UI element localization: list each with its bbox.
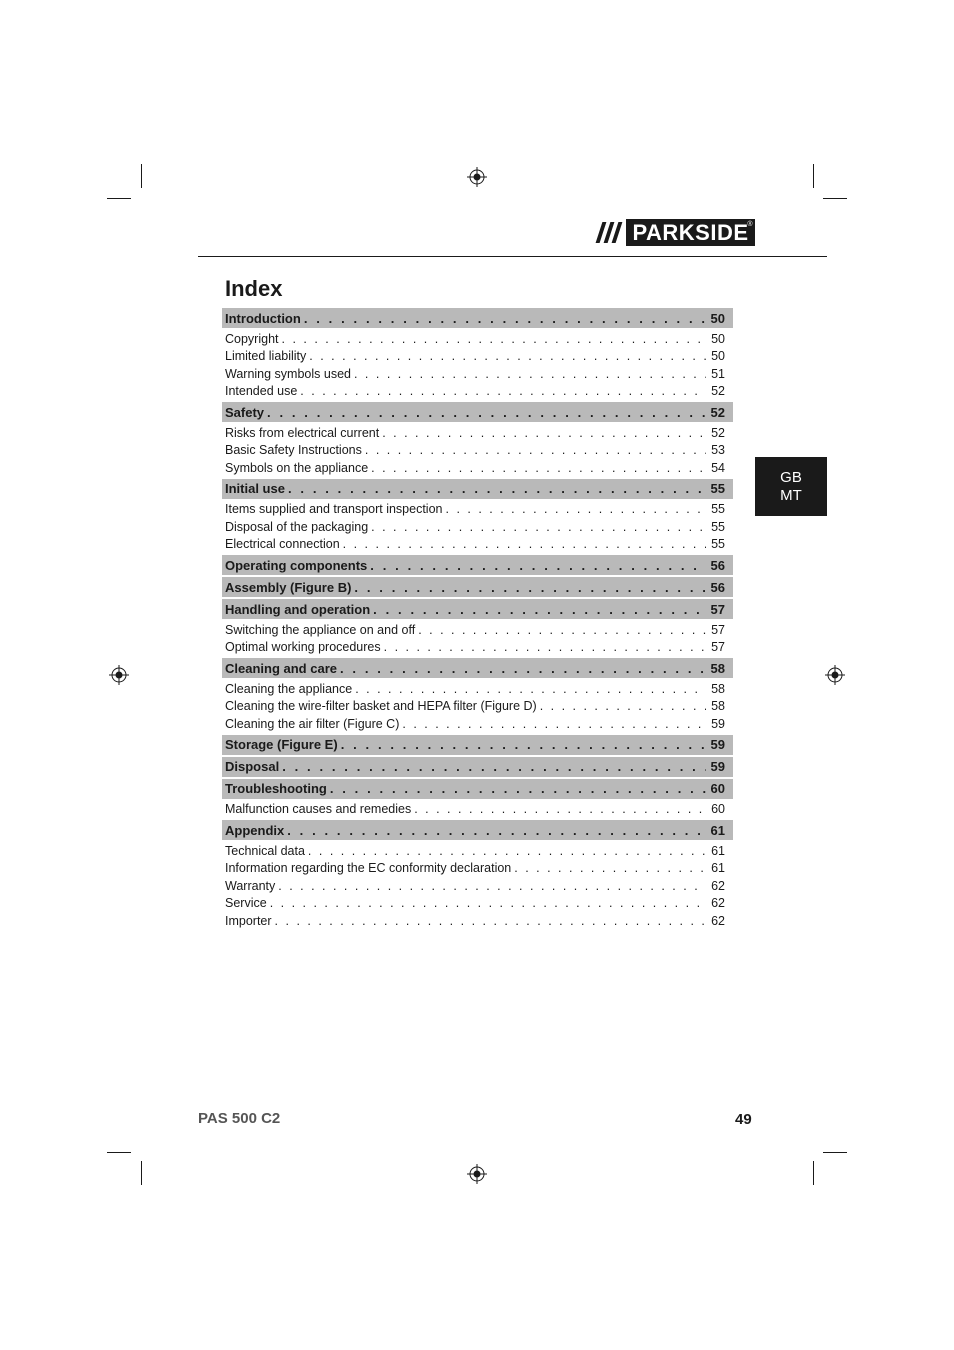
crop-mark [813, 1161, 814, 1185]
toc-entry-page: 62 [711, 878, 725, 893]
toc-entry-page: 54 [711, 460, 725, 475]
toc-section-title: Initial use [225, 481, 285, 496]
toc-entry-row [222, 501, 733, 519]
toc-section-row [222, 555, 733, 575]
language-code-mt: MT [780, 486, 802, 504]
toc-section-page: 52 [710, 404, 725, 420]
toc-entry-page: 50 [711, 349, 725, 364]
dot-leader [308, 844, 706, 858]
toc-entry-title: Limited liability [225, 349, 307, 364]
dot-leader [446, 502, 707, 516]
dot-leader [371, 461, 706, 475]
toc-entry-title: Electrical connection [225, 537, 340, 552]
dot-leader [371, 520, 706, 534]
dot-leader [382, 426, 706, 440]
language-code-gb: GB [780, 468, 802, 486]
dot-leader [270, 896, 706, 910]
toc-section-page: 61 [710, 822, 725, 838]
toc-entry-page: 60 [711, 802, 725, 817]
toc-entry-title: Cleaning the air filter (Figure C) [225, 716, 400, 731]
toc-entry-row [222, 518, 733, 536]
toc-entry-page: 50 [711, 331, 725, 346]
dot-leader [354, 367, 706, 381]
dot-leader [373, 602, 706, 617]
toc-entry-row [222, 877, 733, 895]
toc-section-row [222, 735, 733, 755]
toc-entry-page: 61 [711, 843, 725, 858]
toc-entry-row [222, 383, 733, 401]
brand-logo [594, 219, 755, 246]
toc-entry-page: 62 [711, 896, 725, 911]
toc-entry-row [222, 801, 733, 819]
toc-entry-page: 58 [711, 681, 725, 696]
toc-entry-title: Disposal of the packaging [225, 519, 369, 534]
toc-section-page: 50 [710, 310, 725, 326]
registered-mark: ® [747, 221, 753, 228]
toc-entry-page: 52 [711, 384, 725, 399]
brand-name-box [626, 219, 755, 246]
toc-entry-title: Intended use [225, 384, 298, 399]
toc-entry-page: 61 [711, 861, 725, 876]
toc-entry-page: 58 [711, 699, 725, 714]
toc-section-page: 57 [710, 601, 725, 617]
dot-leader [287, 823, 706, 838]
toc-entry-title: Warning symbols used [225, 366, 351, 381]
toc-entry-row [222, 442, 733, 460]
footer-model: PAS 500 C2 [198, 1110, 281, 1127]
toc-entry-page: 55 [711, 519, 725, 534]
toc-section-page: 55 [710, 481, 725, 496]
toc-entry-row [222, 348, 733, 366]
toc-section-page: 56 [710, 579, 725, 595]
toc-section-title: Handling and operation [225, 601, 371, 617]
toc-entry-row [222, 680, 733, 698]
toc-entry-page: 55 [711, 537, 725, 552]
crop-mark [823, 198, 847, 199]
toc-section-row [222, 779, 733, 799]
toc-section-title: Operating components [225, 557, 368, 573]
toc-section-title: Safety [225, 404, 265, 420]
toc-entry-page: 62 [711, 913, 725, 928]
dot-leader [354, 580, 706, 595]
toc-entry-row [222, 895, 733, 913]
toc-entry-row [222, 459, 733, 477]
toc-section-row [222, 577, 733, 597]
dot-leader [267, 405, 706, 420]
toc-section-title: Appendix [225, 822, 285, 838]
toc-entry-title: Cleaning the appliance [225, 681, 353, 696]
toc-entry-row [222, 912, 733, 930]
toc-entry-title: Warranty [225, 878, 276, 893]
toc-section-page: 58 [710, 660, 725, 676]
dot-leader [384, 640, 706, 654]
dot-leader [355, 682, 706, 696]
toc-section-page: 59 [710, 759, 725, 774]
dot-leader [341, 737, 706, 752]
toc-section-row [222, 479, 733, 499]
toc-section-title: Storage (Figure E) [225, 737, 338, 752]
toc-entry-page: 53 [711, 443, 725, 458]
footer-page-number: 49 [735, 1111, 752, 1128]
registration-mark-icon [109, 665, 129, 685]
toc-section-row [222, 820, 733, 840]
dot-leader [365, 443, 706, 457]
crop-mark [141, 1161, 142, 1185]
crop-mark [107, 1152, 131, 1153]
dot-leader [282, 332, 707, 346]
dot-leader [275, 914, 706, 928]
toc-entry-row [222, 698, 733, 716]
toc-entry-row [222, 536, 733, 554]
toc-section-title: Cleaning and care [225, 660, 337, 676]
toc-entry-title: Malfunction causes and remedies [225, 802, 412, 817]
brand-name: PARKSIDE [632, 219, 749, 245]
header-rule [198, 256, 827, 257]
toc-entry-page: 52 [711, 425, 725, 440]
toc-section-row [222, 658, 733, 678]
logo-slashes-icon [594, 219, 626, 246]
registration-mark-icon [825, 665, 845, 685]
registration-mark-icon [467, 167, 487, 187]
dot-leader [309, 349, 706, 363]
dot-leader [514, 861, 706, 875]
dot-leader [304, 311, 706, 326]
toc-entry-title: Technical data [225, 843, 305, 858]
toc-entry-title: Switching the appliance on and off [225, 622, 416, 637]
toc-entry-row [222, 365, 733, 383]
toc-section-page: 56 [710, 557, 725, 573]
toc-entry-page: 59 [711, 716, 725, 731]
dot-leader [330, 781, 706, 796]
toc-section-page: 59 [710, 737, 725, 752]
toc-entry-row [222, 715, 733, 733]
toc-entry-title: Importer [225, 913, 272, 928]
dot-leader [414, 802, 706, 816]
toc-section-row [222, 308, 733, 328]
toc-entry-row [222, 639, 733, 657]
toc-entry-row [222, 621, 733, 639]
toc-section-row [222, 402, 733, 422]
dot-leader [402, 717, 706, 731]
dot-leader [540, 699, 706, 713]
toc-entry-row [222, 424, 733, 442]
crop-mark [107, 198, 131, 199]
dot-leader [278, 879, 706, 893]
dot-leader [418, 623, 706, 637]
toc-entry-row [222, 860, 733, 878]
toc-entry-title: Optimal working procedures [225, 640, 381, 655]
toc-entry-title: Service [225, 896, 267, 911]
crop-mark [823, 1152, 847, 1153]
dot-leader [288, 481, 706, 496]
toc-section-row [222, 599, 733, 619]
toc-section-page: 60 [710, 781, 725, 796]
toc-entry-row [222, 842, 733, 860]
language-tab [755, 457, 827, 516]
toc-entry-page: 57 [711, 640, 725, 655]
dot-leader [282, 759, 706, 774]
toc-entry-page: 51 [711, 366, 725, 381]
toc-section-row [222, 757, 733, 777]
toc-entry-page: 55 [711, 502, 725, 517]
crop-mark [813, 164, 814, 188]
dot-leader [340, 661, 706, 676]
toc-entry-page: 57 [711, 622, 725, 637]
toc-entry-title: Cleaning the wire-filter basket and HEPA filter (Figure D) [225, 699, 537, 714]
toc-section-title: Assembly (Figure B) [225, 579, 352, 595]
dot-leader [343, 537, 706, 551]
table-of-contents [222, 308, 733, 932]
toc-section-title: Troubleshooting [225, 781, 327, 796]
registration-mark-icon [467, 1164, 487, 1184]
toc-entry-row [222, 330, 733, 348]
toc-section-title: Introduction [225, 310, 301, 326]
toc-entry-title: Items supplied and transport inspection [225, 502, 443, 517]
toc-entry-title: Copyright [225, 331, 279, 346]
crop-mark [141, 164, 142, 188]
page-title: Index [225, 276, 283, 301]
dot-leader [370, 558, 706, 573]
dot-leader [300, 384, 706, 398]
toc-entry-title: Risks from electrical current [225, 425, 380, 440]
toc-entry-title: Information regarding the EC conformity declaration [225, 861, 512, 876]
toc-section-title: Disposal [225, 759, 280, 774]
toc-entry-title: Symbols on the appliance [225, 460, 369, 475]
toc-entry-title: Basic Safety Instructions [225, 443, 362, 458]
